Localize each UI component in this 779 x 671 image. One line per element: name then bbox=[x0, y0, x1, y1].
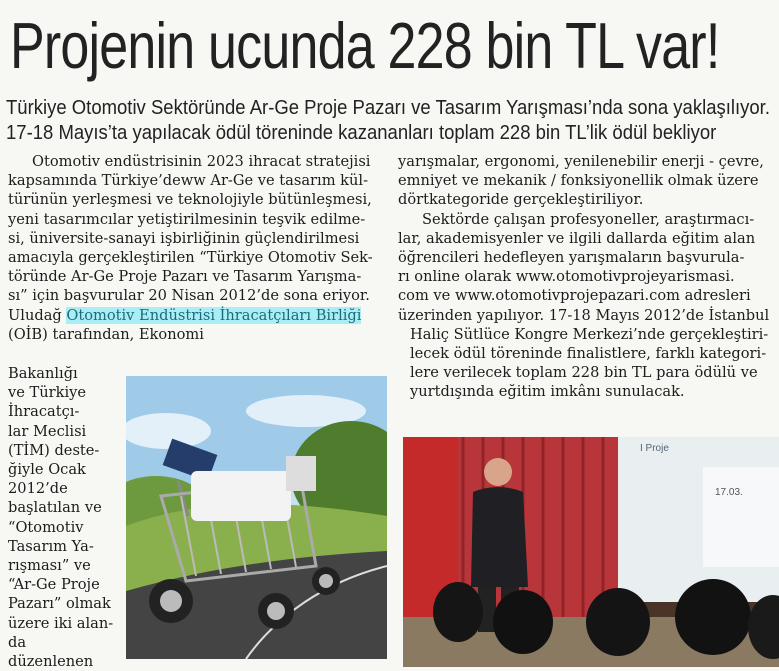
body-line: düzenlenen bbox=[8, 653, 94, 671]
body-line: sı” için başvurular 20 Nisan 2012’de sona eriyor. bbox=[8, 287, 370, 305]
body-line: lere verilecek toplam 228 bin TL para ödülü ve bbox=[410, 364, 758, 382]
body-line: yarışmalar, ergonomi, yenilenebilir enerji - çevre, bbox=[398, 153, 764, 170]
body-line: amacıyla gerçekleştirilen “Türkiye Otomotiv Sek- bbox=[8, 249, 373, 267]
body-text: Uludağ bbox=[8, 306, 67, 324]
body-line: üzere iki alan- bbox=[8, 614, 114, 632]
article-column-left-narrow bbox=[8, 364, 120, 671]
body-line: (OİB) tarafından, Ekonomi bbox=[8, 325, 204, 343]
body-line: 2012’de bbox=[8, 480, 68, 498]
body-line: ve Türkiye bbox=[8, 384, 87, 402]
body-line: üzerinden yapılıyor. 17-18 Mayıs 2012’de İstanbul bbox=[398, 306, 770, 324]
body-line: Otomotiv endüstrisinin 2023 ihracat stratejisi bbox=[32, 153, 371, 170]
headline: Projenin ucunda 228 bin TL var! bbox=[10, 9, 720, 82]
body-line: türünün yerleşmesi ve teknolojiyle bütünleşmesi, bbox=[8, 191, 372, 209]
highlighted-organization: Otomotiv Endüstrisi İhracatçıları Birliği bbox=[66, 306, 362, 324]
article-column-right bbox=[398, 152, 778, 402]
subtitle-line-2: 17-18 Mayıs’ta yapılacak ödül töreninde kazananları toplam 228 bin TL’lik ödül bekliyor bbox=[6, 122, 717, 144]
body-line: lecek ödül töreninde finalistlere, farklı kategori- bbox=[410, 345, 767, 363]
body-line: Pazarı” olmak bbox=[8, 595, 111, 613]
cart-illustration bbox=[126, 376, 387, 659]
screen-text: 17.03. bbox=[715, 487, 743, 498]
body-line: yeni tasarımcılar yetiştirilmesinin teşvik edilme- bbox=[8, 210, 366, 228]
body-line: com ve www.otomotivprojepazari.com adresleri bbox=[398, 287, 751, 305]
body-line: töründe Ar-Ge Proje Pazarı ve Tasarım Yarışma- bbox=[8, 268, 362, 286]
speaker-scene bbox=[403, 437, 779, 667]
body-line: başlatılan ve bbox=[8, 499, 102, 517]
body-line: İhracatçı- bbox=[8, 403, 80, 421]
body-line: “Ar-Ge Proje bbox=[8, 576, 100, 594]
body-line: yurtdışında eğitim imkânı sunulacak. bbox=[410, 383, 685, 401]
body-line: öğrencileri hedefleyen yarışmaların başvurula- bbox=[398, 249, 745, 267]
body-line: ğiyle Ocak bbox=[8, 461, 86, 479]
cart-illustration-photo bbox=[126, 376, 387, 659]
body-line: Sektörde çalışan profesyoneller, araştırmacı- bbox=[422, 210, 755, 228]
body-line: da bbox=[8, 633, 27, 651]
body-line: (TİM) deste- bbox=[8, 441, 100, 459]
body-line: Haliç Sütlüce Kongre Merkezi’nde gerçekleştiri- bbox=[410, 325, 769, 343]
body-line: emniyet ve mekanik / fonksiyonellik olmak üzere bbox=[398, 172, 759, 190]
body-line bbox=[8, 306, 393, 325]
subtitle-line-1: Türkiye Otomotiv Sektöründe Ar-Ge Proje Pazarı ve Tasarım Yarışması’nda sona yaklaşılıyor. bbox=[6, 97, 770, 119]
article-column-left bbox=[8, 152, 393, 344]
conference-photo bbox=[403, 437, 779, 667]
body-line: rışması” ve bbox=[8, 557, 91, 575]
banner-text: I Proje bbox=[640, 443, 669, 454]
body-line: lar, akademisyenler ve ilgili dallarda eğitim alan bbox=[398, 229, 756, 247]
body-line: “Otomotiv bbox=[8, 518, 84, 536]
body-line: lar Meclisi bbox=[8, 422, 87, 440]
body-line: rı online olarak www.otomotivprojeyarismasi. bbox=[398, 268, 735, 286]
body-line: Bakanlığı bbox=[8, 365, 78, 382]
body-line: si, üniversite-sanayi işbirliğinin güçlendirilmesi bbox=[8, 229, 360, 247]
body-line: Tasarım Ya- bbox=[8, 537, 94, 555]
body-line: dörtkategoride gerçekleştiriliyor. bbox=[398, 191, 644, 209]
body-line: kapsamında Türkiye’deww Ar-Ge ve tasarım kül- bbox=[8, 172, 369, 190]
